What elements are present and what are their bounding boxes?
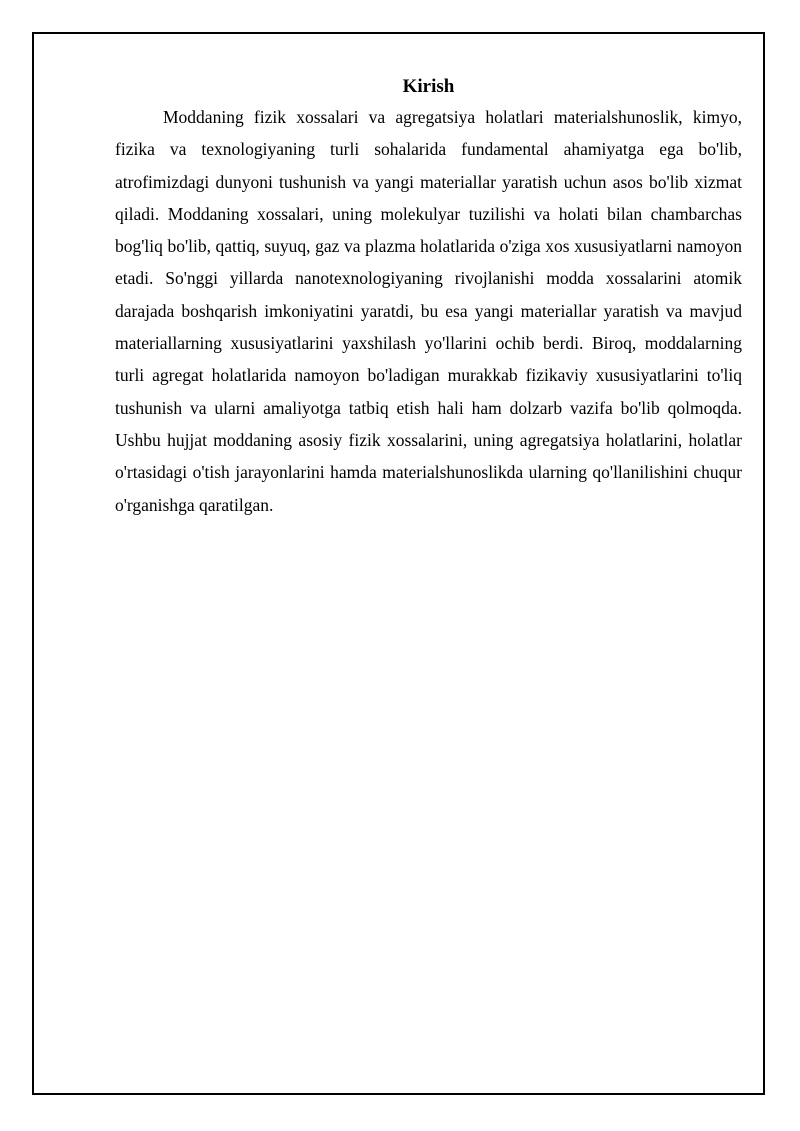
section-heading: Kirish — [402, 76, 455, 97]
intro-paragraph: Moddaning fizik xossalari va agregatsiya holatlari materialshunoslik, kimyo, fizika va texnologiyaning turli sohalarida fundamental ahamiyatga ega bo'lib, atrofimizdagi dunyoni tushunish va yangi materiallar yaratish uchun asos bo'lib xizmat qiladi. Moddaning xossalari, uning molekulyar tuzilishi va holati bilan chambarchas bog'liq bo'lib, qattiq, suyuq, gaz va plazma holatlarida o'ziga xos xususiyatlarni namoyon etadi. So'nggi yillarda nanotexnologiyaning rivojlanishi modda xossalarini atomik darajada boshqarish imkoniyatini yaratdi, bu esa yangi materiallar yaratish va mavjud materiallarning xususiyatlarini yaxshilash yo'llarini ochib berdi. Biroq, moddalarning turli agregat holatlarida namoyon bo'ladigan murakkab fizikaviy xususiyatlarini to'liq tushunish va ularni amaliyotga tatbiq etish hali ham dolzarb vazifa bo'lib qolmoqda. Ushbu hujjat moddaning asosiy fizik xossalarini, uning agregatsiya holatlarini, holatlar o'rtasidagi o'tish jarayonlarini hamda materialshunoslikda ularning qo'llanilishini chuqur o'rganishga qaratilgan. — [115, 107, 742, 515]
document-body — [115, 73, 742, 521]
